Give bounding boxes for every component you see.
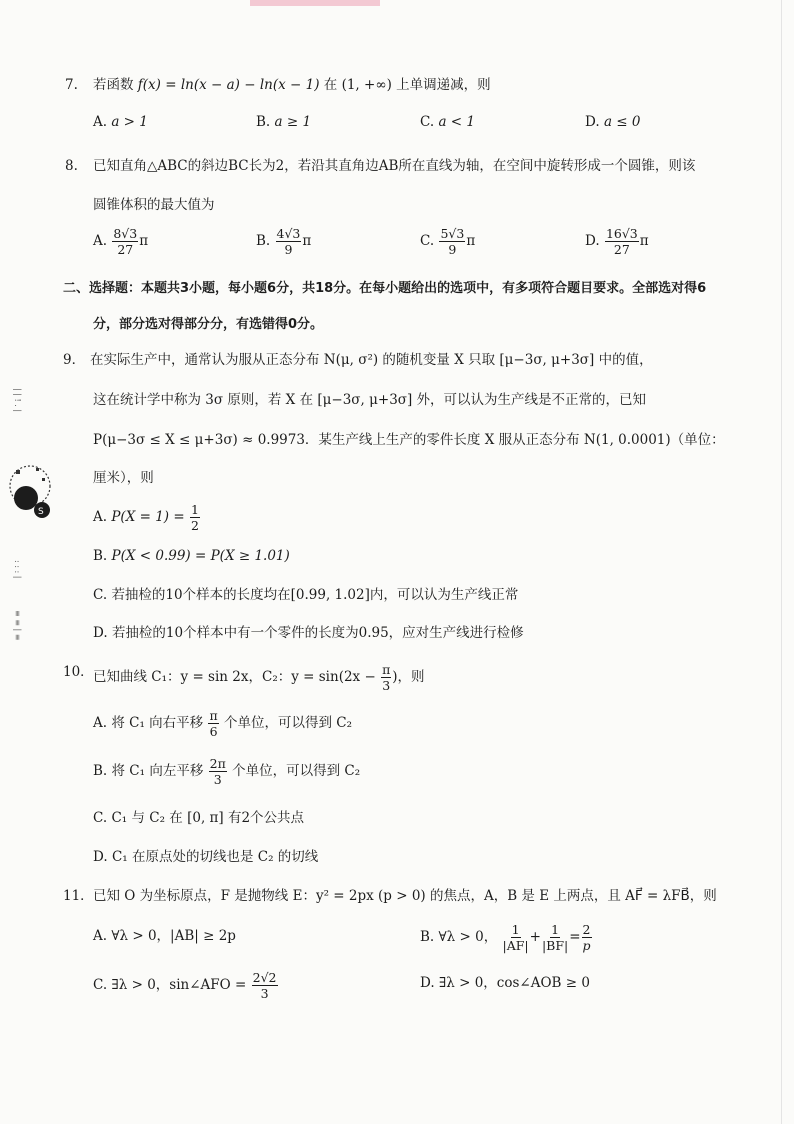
option-label: C.: [420, 114, 435, 130]
top-stamp-mark: [250, 0, 380, 6]
q11-stem: 已知 O 为坐标原点，F 是抛物线 E：y² = 2px (p > 0) 的焦点，A，B 是 E 上两点，且 AF⃗ = λFB⃗，则: [93, 888, 717, 904]
q7-stem-pre: 若函数: [93, 77, 134, 93]
q9-stem-line1: 在实际生产中，通常认为服从正态分布 N(μ, σ²) 的随机变量 X 只取 [μ−3σ, μ+3σ] 中的值，: [90, 352, 653, 368]
q11-option-a[interactable]: [93, 925, 236, 947]
option-text: P(X < 0.99) = P(X ≥ 1.01): [111, 548, 290, 564]
option-label: D.: [420, 975, 435, 991]
option-text: a ≥ 1: [274, 114, 312, 130]
option-text: 若抽检的10个样本中有一个零件的长度为0.95，应对生产线进行检修: [111, 625, 524, 641]
option-label: A.: [93, 233, 108, 249]
option-text: C₁ 在原点处的切线也是 C₂ 的切线: [111, 849, 319, 865]
q9-option-c[interactable]: [93, 584, 518, 606]
option-text: C₁ 与 C₂ 在 [0, π] 有2个公共点: [111, 810, 305, 826]
q9-option-a[interactable]: [93, 502, 201, 533]
denominator: 9: [284, 242, 293, 257]
q8-b-fraction: [276, 226, 302, 257]
option-text: ∃λ > 0，sin∠AFO =: [111, 977, 247, 993]
numerator: 16√3: [605, 226, 638, 241]
q7-stem: [93, 75, 491, 95]
denominator: 3: [260, 986, 269, 1001]
numerator: 8√3: [113, 226, 138, 241]
option-text: ∀λ > 0，: [438, 929, 498, 945]
option-text: 若抽检的10个样本的长度均在[0.99, 1.02]内，可以认为生产线正常: [111, 587, 519, 603]
option-label: B.: [420, 929, 435, 945]
denominator: |BF|: [541, 938, 569, 953]
q7-option-a[interactable]: [93, 111, 148, 133]
q8-option-c[interactable]: [420, 226, 475, 257]
option-label: D.: [93, 625, 108, 641]
q8-c-fraction: [439, 226, 465, 257]
numerator: 2√2: [252, 970, 277, 985]
q7-option-b[interactable]: [256, 111, 311, 133]
option-label: A.: [93, 715, 108, 731]
q11-b-fraction-1: [503, 922, 529, 953]
option-text: a ≤ 0: [603, 114, 641, 130]
denominator: 3: [213, 772, 222, 787]
option-text: 将 C₁ 向左平移: [111, 763, 204, 779]
q8-a-fraction: [112, 226, 138, 257]
q10-a-fraction: [208, 708, 218, 739]
q8-stem-line1: 已知直角△ABC的斜边BC长为2，若沿其直角边AB所在直线为轴，在空间中旋转形成一个圆锥，则该: [93, 158, 696, 174]
q8-option-d[interactable]: [585, 226, 649, 257]
svg-text:S: S: [38, 507, 44, 517]
denominator: |AF|: [502, 938, 529, 953]
denominator: 2: [190, 518, 199, 533]
numerator: 2π: [209, 756, 226, 771]
denominator: 6: [209, 724, 218, 739]
option-label: B.: [93, 548, 108, 564]
option-label: C.: [93, 587, 108, 603]
side-margin-marks-3: ≡ ≡ | ≡: [13, 610, 22, 641]
q9-stem-line4: 厘米），则: [93, 470, 154, 486]
pi-suffix: π: [139, 233, 149, 249]
option-label: C.: [93, 977, 108, 993]
q11-b-fraction-3: [582, 922, 592, 953]
q10-stem-pre: 已知曲线 C₁：y = sin 2x，C₂：y = sin(2x −: [93, 669, 376, 685]
q7-stem-mid: 在: [323, 77, 338, 93]
q7-option-c[interactable]: [420, 111, 475, 133]
q10-stem: [93, 662, 425, 693]
q9-option-d[interactable]: [93, 622, 524, 644]
option-label: B.: [93, 763, 108, 779]
option-label: A.: [93, 509, 108, 525]
q10-number: 10．: [63, 664, 94, 680]
page-edge-line: [781, 0, 782, 1124]
numerator: 2: [582, 922, 591, 937]
q7-stem-post: 上单调递减，则: [396, 77, 491, 93]
q8-option-a[interactable]: [93, 226, 148, 257]
q8-option-b[interactable]: [256, 226, 311, 257]
option-text: a > 1: [111, 114, 148, 130]
q10-stem-post: )，则: [392, 669, 425, 685]
option-text: ∀λ > 0，|AB| ≥ 2p: [111, 928, 236, 944]
denominator: 27: [117, 242, 134, 257]
q9-option-b[interactable]: [93, 545, 290, 567]
numerator: 5√3: [440, 226, 465, 241]
q9-a-fraction: [190, 502, 200, 533]
option-label: B.: [256, 233, 271, 249]
option-text-post: 个单位，可以得到 C₂: [232, 763, 361, 779]
side-margin-marks: | | ! . |: [13, 388, 22, 413]
q7-stem-func: f(x) = ln(x − a) − ln(x − 1): [137, 77, 320, 93]
q10-option-b[interactable]: [93, 756, 360, 787]
q9-number: 9．: [63, 352, 86, 368]
q10-option-c[interactable]: [93, 807, 304, 829]
q10-b-fraction: [209, 756, 227, 787]
option-label: D.: [93, 849, 108, 865]
q8-number: 8.: [65, 158, 78, 174]
q10-option-a[interactable]: [93, 708, 352, 739]
option-label: C.: [420, 233, 435, 249]
denominator: 9: [448, 242, 457, 257]
numerator: π: [209, 708, 218, 723]
q7-option-d[interactable]: [585, 111, 640, 133]
option-label: A.: [93, 114, 108, 130]
pi-suffix: π: [639, 233, 649, 249]
numerator: 1: [551, 922, 560, 937]
denominator: 27: [613, 242, 630, 257]
q7-stem-interval: (1, +∞): [341, 77, 392, 93]
option-label: D.: [585, 114, 600, 130]
q8-d-fraction: [605, 226, 639, 257]
q11-option-d[interactable]: [420, 972, 590, 994]
q11-option-b[interactable]: B. ∀λ > 0， $\frac{1}{|AF|}$ + $\frac{1}{|BF|}$ = $\frac{2}{p}$: [420, 922, 591, 953]
pi-suffix: π: [466, 233, 476, 249]
q11-b-fraction-2: [542, 922, 568, 953]
option-label: D.: [585, 233, 600, 249]
q10-option-d[interactable]: [93, 846, 318, 868]
section2-instructions-line2: 分，部分选对得部分分，有选错得0分。: [93, 317, 324, 332]
option-text: a < 1: [438, 114, 475, 130]
denominator: p: [582, 938, 591, 953]
option-label: A.: [93, 928, 108, 944]
option-text: P(X = 1) =: [111, 509, 185, 525]
option-label: C.: [93, 810, 108, 826]
q11-c-fraction: [252, 970, 278, 1001]
q9-stem-line3: P(μ−3σ ≤ X ≤ μ+3σ) ≈ 0.9973．某生产线上生产的零件长度 X 服从正态分布 N(1, 0.0001)（单位：: [93, 432, 725, 448]
side-margin-marks-2: : : : |: [13, 560, 22, 579]
denominator: 3: [382, 678, 391, 693]
pi-suffix: π: [302, 233, 312, 249]
option-label: B.: [256, 114, 271, 130]
q9-stem-line2: 这在统计学中称为 3σ 原则，若 X 在 [μ−3σ, μ+3σ] 外，可以认为生产线是不正常的，已知: [93, 392, 647, 408]
q7-number: 7.: [65, 77, 78, 93]
q11-option-c[interactable]: [93, 970, 279, 1001]
q8-stem-line2: 圆锥体积的最大值为: [93, 197, 215, 213]
numerator: 1: [190, 502, 199, 517]
q10-stem-fraction: [381, 662, 391, 693]
option-text: ∃λ > 0，cos∠AOB ≥ 0: [438, 975, 590, 991]
option-text: 将 C₁ 向右平移: [111, 715, 204, 731]
numerator: 1: [511, 922, 520, 937]
qr-logo-icon: [8, 458, 52, 528]
numerator: 4√3: [276, 226, 301, 241]
option-text-post: 个单位，可以得到 C₂: [223, 715, 353, 731]
numerator: π: [382, 662, 391, 677]
section2-instructions-line1: 二、选择题：本题共3小题，每小题6分，共18分。在每小题给出的选项中，有多项符合题目要求。全部选对得6: [63, 281, 707, 296]
q11-number: 11．: [63, 888, 94, 904]
